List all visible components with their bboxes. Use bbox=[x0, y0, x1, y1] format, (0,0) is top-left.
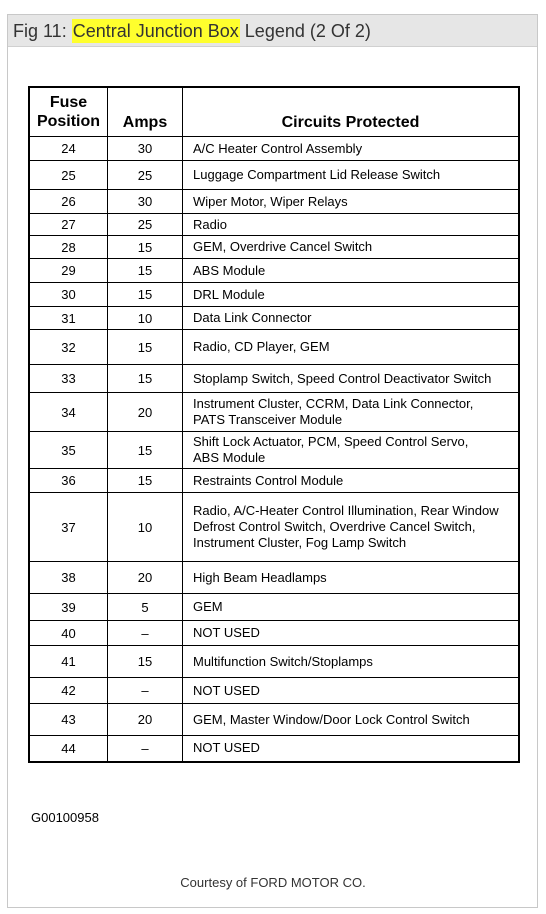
circuits-cell bbox=[183, 646, 520, 678]
amps-cell: 15 bbox=[108, 236, 183, 259]
table-row bbox=[29, 469, 519, 493]
fuse-position-cell: 29 bbox=[29, 259, 108, 283]
amps-cell: – bbox=[108, 678, 183, 704]
circuit-line: Stoplamp Switch, Speed Control Deactivator Switch bbox=[193, 370, 492, 386]
table-row bbox=[29, 621, 519, 646]
circuits-cell bbox=[183, 214, 520, 236]
circuits-cell bbox=[183, 562, 520, 594]
circuits-cell bbox=[183, 621, 520, 646]
header-fuse-line1: Fuse bbox=[49, 94, 88, 111]
table-row bbox=[29, 236, 519, 259]
table-row bbox=[29, 137, 519, 161]
circuit-line: GEM, Master Window/Door Lock Control Switch bbox=[193, 711, 470, 727]
circuits-cell bbox=[183, 259, 520, 283]
table-row bbox=[29, 594, 519, 621]
fuse-position-cell: 25 bbox=[29, 161, 108, 190]
fuse-position-cell: 31 bbox=[29, 307, 108, 330]
table-row bbox=[29, 678, 519, 704]
table-row bbox=[29, 562, 519, 594]
amps-cell: 30 bbox=[108, 190, 183, 214]
table-row bbox=[29, 190, 519, 214]
amps-cell: – bbox=[108, 621, 183, 646]
fuse-position-cell: 36 bbox=[29, 469, 108, 493]
amps-cell: 20 bbox=[108, 704, 183, 736]
fuse-position-cell: 35 bbox=[29, 432, 108, 469]
courtesy-credit: Courtesy of FORD MOTOR CO. bbox=[180, 875, 366, 890]
circuit-line: Radio, CD Player, GEM bbox=[193, 339, 330, 354]
fuse-position-cell: 34 bbox=[29, 393, 108, 432]
fuse-position-cell: 41 bbox=[29, 646, 108, 678]
fuse-position-cell: 40 bbox=[29, 621, 108, 646]
fuse-position-cell: 37 bbox=[29, 493, 108, 562]
circuits-cell bbox=[183, 469, 520, 493]
amps-cell: 15 bbox=[108, 469, 183, 493]
circuits-cell bbox=[183, 393, 520, 432]
circuit-line: Wiper Motor, Wiper Relays bbox=[193, 193, 348, 209]
circuits-cell bbox=[183, 283, 520, 307]
circuit-line: ABS Module bbox=[193, 450, 266, 465]
circuit-line: GEM, Overdrive Cancel Switch bbox=[193, 239, 373, 254]
title-highlight: Central Junction Box bbox=[72, 21, 239, 41]
circuit-line: Instrument Cluster, CCRM, Data Link Connector, bbox=[193, 396, 474, 411]
table-header-row bbox=[29, 87, 519, 137]
circuits-cell bbox=[183, 678, 520, 704]
circuits-cell bbox=[183, 493, 520, 562]
fuse-position-cell: 24 bbox=[29, 137, 108, 161]
table-row bbox=[29, 365, 519, 393]
circuit-line: High Beam Headlamps bbox=[193, 569, 327, 585]
circuits-cell bbox=[183, 594, 520, 621]
amps-cell: 10 bbox=[108, 493, 183, 562]
table-row bbox=[29, 493, 519, 562]
table-row bbox=[29, 161, 519, 190]
amps-cell: 30 bbox=[108, 137, 183, 161]
circuit-line: NOT USED bbox=[193, 625, 260, 640]
table-row bbox=[29, 432, 519, 469]
table-row bbox=[29, 307, 519, 330]
circuit-line: Data Link Connector bbox=[193, 310, 312, 325]
amps-cell: 25 bbox=[108, 214, 183, 236]
table-row bbox=[29, 646, 519, 678]
circuit-line: PATS Transceiver Module bbox=[193, 412, 343, 427]
amps-cell: 20 bbox=[108, 393, 183, 432]
amps-cell: 15 bbox=[108, 365, 183, 393]
header-circuits-protected: Circuits Protected bbox=[183, 87, 520, 137]
circuits-cell bbox=[183, 161, 520, 190]
title-prefix: Fig 11: bbox=[13, 21, 72, 41]
circuits-cell bbox=[183, 432, 520, 469]
amps-cell: 15 bbox=[108, 259, 183, 283]
circuit-line: Luggage Compartment Lid Release Switch bbox=[193, 167, 441, 182]
amps-cell: 15 bbox=[108, 330, 183, 365]
amps-cell: 15 bbox=[108, 646, 183, 678]
fuse-position-cell: 28 bbox=[29, 236, 108, 259]
circuit-line: Shift Lock Actuator, PCM, Speed Control Servo, bbox=[193, 434, 469, 449]
circuit-line: Radio bbox=[193, 216, 227, 232]
header-fuse-position bbox=[29, 87, 108, 137]
table-row bbox=[29, 283, 519, 307]
fuse-position-cell: 43 bbox=[29, 704, 108, 736]
circuit-line: DRL Module bbox=[193, 286, 265, 302]
circuit-line: Multifunction Switch/Stoplamps bbox=[193, 653, 373, 669]
circuits-cell bbox=[183, 137, 520, 161]
circuit-line: Defrost Control Switch, Overdrive Cancel Switch, bbox=[193, 519, 476, 534]
fuse-position-cell: 26 bbox=[29, 190, 108, 214]
fuse-position-cell: 30 bbox=[29, 283, 108, 307]
fuse-position-cell: 33 bbox=[29, 365, 108, 393]
amps-cell: 25 bbox=[108, 161, 183, 190]
figure-code: G00100958 bbox=[31, 810, 99, 825]
circuit-line: ABS Module bbox=[193, 262, 266, 278]
fuse-position-cell: 38 bbox=[29, 562, 108, 594]
fuse-position-cell: 44 bbox=[29, 736, 108, 762]
title-suffix: Legend (2 Of 2) bbox=[239, 21, 371, 41]
fuse-legend-table bbox=[28, 86, 520, 763]
fuse-position-cell: 27 bbox=[29, 214, 108, 236]
table-row bbox=[29, 736, 519, 762]
amps-cell: 15 bbox=[108, 432, 183, 469]
header-fuse-line2: Position bbox=[36, 113, 101, 130]
table-row bbox=[29, 330, 519, 365]
fuse-position-cell: 32 bbox=[29, 330, 108, 365]
circuit-line: NOT USED bbox=[193, 682, 260, 698]
circuit-line: Restraints Control Module bbox=[193, 472, 344, 488]
circuits-cell bbox=[183, 236, 520, 259]
circuit-line: Instrument Cluster, Fog Lamp Switch bbox=[193, 535, 407, 550]
table-row bbox=[29, 393, 519, 432]
figure-title bbox=[8, 15, 537, 47]
circuits-cell bbox=[183, 365, 520, 393]
amps-cell: 5 bbox=[108, 594, 183, 621]
fuse-position-cell: 39 bbox=[29, 594, 108, 621]
header-amps: Amps bbox=[108, 87, 183, 137]
amps-cell: 20 bbox=[108, 562, 183, 594]
circuit-line: NOT USED bbox=[193, 740, 260, 756]
fuse-position-cell: 42 bbox=[29, 678, 108, 704]
circuit-line: A/C Heater Control Assembly bbox=[193, 140, 363, 156]
amps-cell: 10 bbox=[108, 307, 183, 330]
circuits-cell bbox=[183, 307, 520, 330]
circuit-line: GEM bbox=[193, 599, 223, 614]
amps-cell: 15 bbox=[108, 283, 183, 307]
table-row bbox=[29, 704, 519, 736]
amps-cell: – bbox=[108, 736, 183, 762]
circuits-cell bbox=[183, 330, 520, 365]
circuits-cell bbox=[183, 736, 520, 762]
circuits-cell bbox=[183, 704, 520, 736]
table-row bbox=[29, 259, 519, 283]
circuits-cell bbox=[183, 190, 520, 214]
table-row bbox=[29, 214, 519, 236]
circuit-line: Radio, A/C-Heater Control Illumination, Rear Window bbox=[193, 503, 499, 518]
